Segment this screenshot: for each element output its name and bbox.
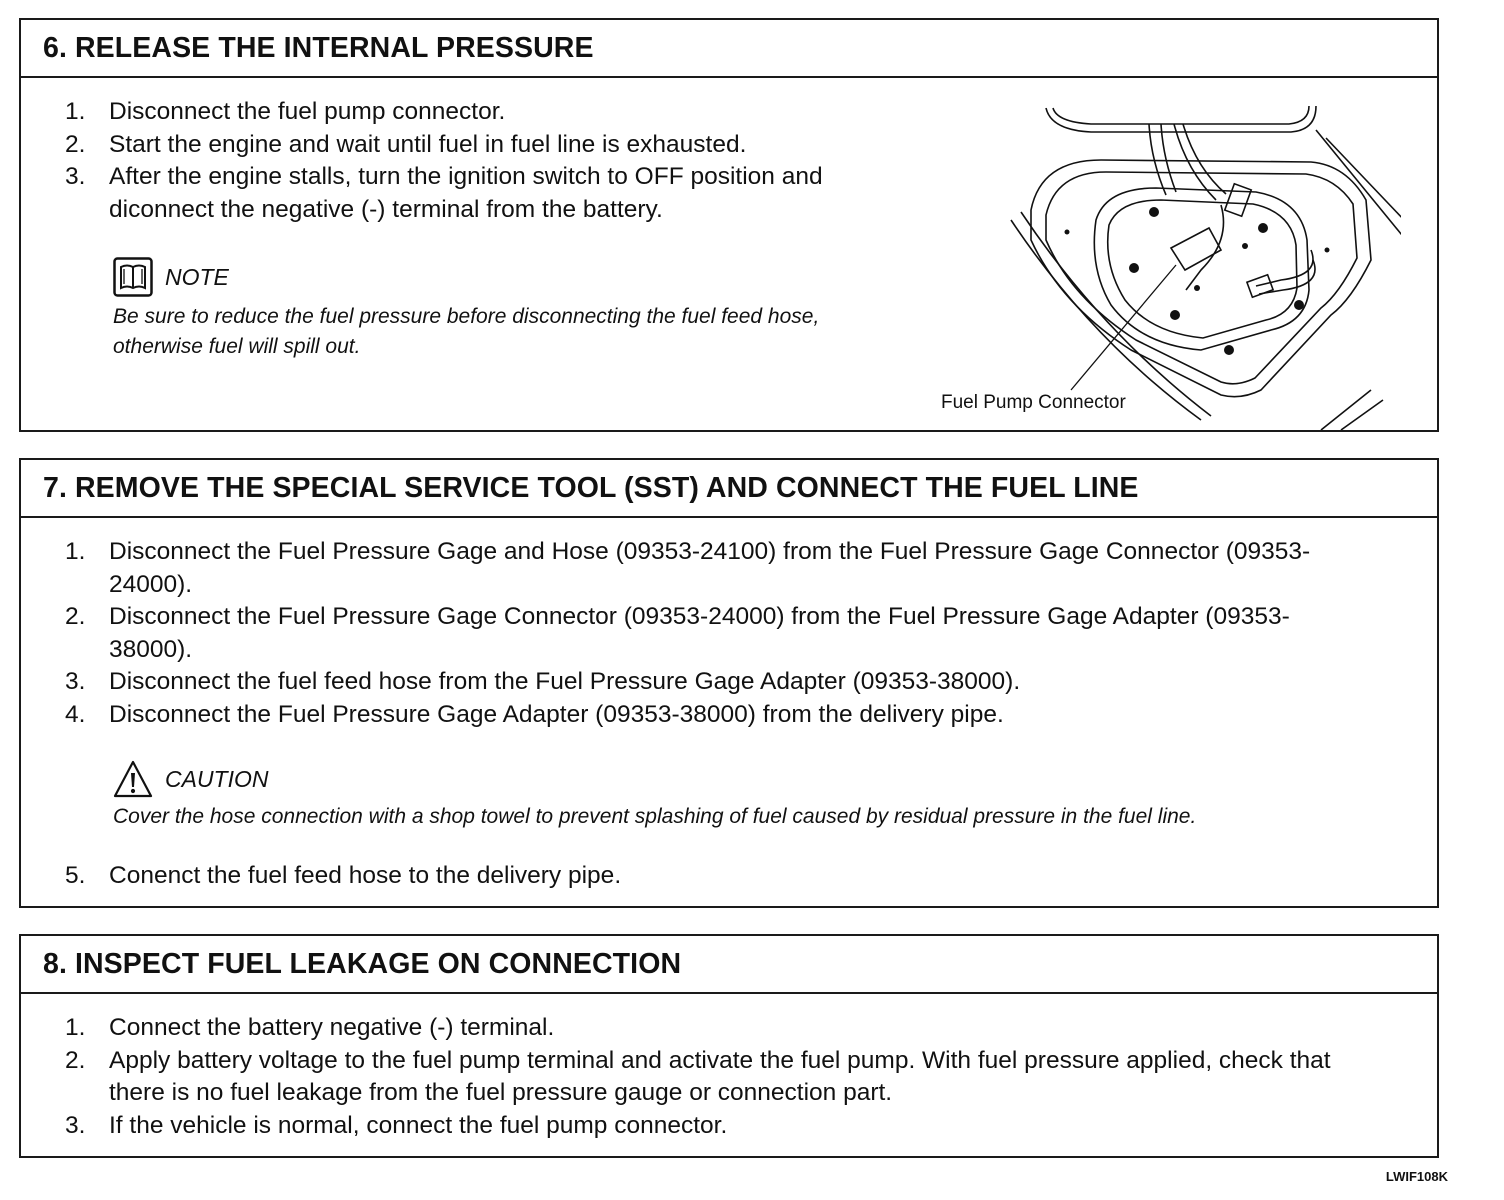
section-8-title: 8. INSPECT FUEL LEAKAGE ON CONNECTION: [21, 936, 1437, 994]
list-item: 2. Apply battery voltage to the fuel pump terminal and activate the fuel pump. With fuel pressure applied, check that there is no fuel leakage from the fuel pressure gauge or connection part.: [65, 1046, 1331, 1106]
note-block: [113, 256, 913, 362]
list-item: 2. Disconnect the Fuel Pressure Gage Connector (09353-24000) from the Fuel Pressure Gage Adapter (09353-38000).: [65, 603, 1290, 663]
fuel-pump-illustration: [971, 100, 1401, 430]
section-8-steps: [65, 1012, 1355, 1142]
warning-triangle-icon: [113, 760, 153, 798]
caution-text: Cover the hose connection with a shop towel to prevent splashing of fuel caused by residual pressure in the fuel line.: [113, 805, 1197, 828]
list-item: 1. Disconnect the fuel pump connector.: [65, 98, 506, 125]
caution-label: CAUTION: [165, 765, 269, 792]
section-7-steps: [65, 536, 1365, 731]
list-item: 1. Connect the battery negative (-) terminal.: [65, 1014, 555, 1041]
section-6: [19, 18, 1439, 432]
section-7-title: 7. REMOVE THE SPECIAL SERVICE TOOL (SST) AND CONNECT THE FUEL LINE: [21, 460, 1437, 518]
list-item: 3. After the engine stalls, turn the ignition switch to OFF position and diconnect the negative (-) terminal from the battery.: [65, 163, 823, 223]
caution-block: [113, 758, 1403, 832]
list-item: 4. Disconnect the Fuel Pressure Gage Adapter (09353-38000) from the delivery pipe.: [65, 700, 1004, 728]
list-item: 1. Disconnect the Fuel Pressure Gage and Hose (09353-24100) from the Fuel Pressure Gage Connector (09353-24000).: [65, 538, 1311, 598]
list-item: 2. Start the engine and wait until fuel in fuel line is exhausted.: [65, 130, 747, 158]
section-8: [19, 934, 1439, 1158]
list-item: 3. If the vehicle is normal, connect the fuel pump connector.: [65, 1111, 728, 1139]
figure-code: LWIF108K: [1385, 1169, 1448, 1184]
note-label: NOTE: [165, 263, 229, 290]
note-text: Be sure to reduce the fuel pressure before disconnecting the fuel feed hose, otherwise fuel will spill out.: [113, 305, 820, 358]
list-item: 5. Conenct the fuel feed hose to the delivery pipe.: [65, 862, 622, 889]
section-6-title: 6. RELEASE THE INTERNAL PRESSURE: [21, 20, 1437, 78]
book-note-icon: [113, 257, 153, 297]
list-item: 3. Disconnect the fuel feed hose from the Fuel Pressure Gage Adapter (09353-38000).: [65, 668, 1021, 695]
section-7-final-step: [65, 860, 1365, 893]
section-7: [19, 458, 1439, 908]
fuel-pump-connector-label: Fuel Pump Connector: [941, 392, 1126, 413]
section-6-steps: [65, 96, 885, 226]
